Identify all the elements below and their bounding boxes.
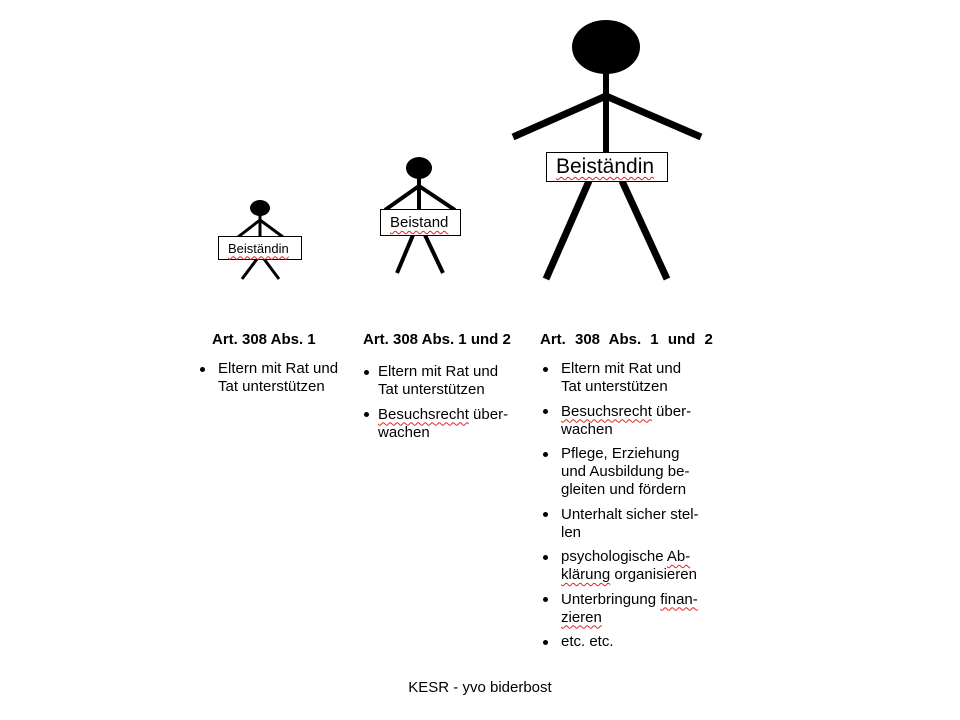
bullet-list — [364, 363, 508, 448]
item-text-line — [561, 609, 699, 627]
figure-head — [406, 157, 432, 179]
list-item — [543, 403, 699, 439]
item-text-line: wachen — [378, 423, 430, 441]
figure-arm-right — [606, 96, 701, 137]
list-item — [543, 445, 699, 499]
item-text-line: etc. etc. — [561, 633, 614, 650]
bullet-icon — [543, 409, 548, 414]
list-item — [543, 548, 699, 584]
item-text-line — [561, 548, 699, 566]
item-text-segment: Besuchsrecht — [378, 405, 469, 423]
item-text-segment: Besuchsrecht — [561, 402, 652, 420]
list-item — [364, 363, 508, 399]
footer-credit: KESR - yvo biderbost — [408, 679, 552, 696]
stick-figure-large — [513, 20, 701, 279]
sign-board-medium — [380, 209, 461, 236]
stick-figures-illustration — [0, 0, 960, 300]
item-text-line: Unterhalt sicher stel- — [561, 505, 699, 523]
figure-leg-left — [546, 181, 589, 279]
item-text-line — [378, 406, 508, 424]
list-item — [543, 360, 699, 396]
item-text-line: Pflege, Erziehung — [561, 445, 680, 462]
figure-leg-left — [242, 259, 257, 279]
item-text-segment: finan- — [660, 590, 698, 608]
list-item — [364, 406, 508, 442]
item-text-line: len — [561, 523, 582, 541]
list-item — [200, 360, 338, 396]
sign-board-large — [546, 152, 668, 182]
column-heading: Art. 308 Abs. 1 und 2 — [540, 331, 713, 348]
sign-label: Beistand — [390, 214, 449, 231]
bullet-icon — [364, 370, 369, 375]
bullet-icon — [543, 640, 548, 645]
item-text-line: Tat unterstützen — [218, 378, 325, 395]
figure-leg-left — [397, 235, 413, 273]
item-text-segment: psychologische — [561, 548, 667, 565]
bullet-icon — [543, 367, 548, 372]
figure-arm-right — [260, 220, 283, 237]
bullet-list — [543, 360, 699, 658]
item-text-segment: Unterbringung — [561, 590, 661, 608]
figure-leg-right — [622, 181, 667, 279]
sign-label: Beiständin — [228, 240, 289, 256]
figure-head — [250, 200, 270, 216]
list-item — [543, 591, 699, 627]
item-text-line: und Ausbildung be- — [561, 463, 690, 480]
item-text-line: gleiten und fördern — [561, 481, 687, 498]
column-heading: Art. 308 Abs. 1 und 2 — [363, 331, 511, 348]
sign-board-small — [218, 236, 302, 260]
figure-head — [572, 20, 640, 74]
figure-leg-right — [264, 259, 279, 279]
bullet-icon — [364, 412, 369, 417]
item-text-segment: zieren — [561, 608, 602, 626]
bullet-icon — [200, 367, 205, 372]
bullet-icon — [543, 555, 548, 560]
list-item — [543, 633, 699, 651]
figure-arm-right — [419, 186, 455, 210]
item-text-segment: klärung — [561, 566, 611, 583]
item-text-line — [561, 403, 699, 421]
item-text-line: Tat unterstützen — [561, 378, 668, 395]
bullet-icon — [543, 452, 548, 457]
item-text-line: wachen — [561, 420, 613, 438]
item-text-segment: organisieren — [610, 566, 697, 583]
figure-arm-left — [238, 220, 260, 237]
sign-label: Beiständin — [556, 155, 655, 178]
item-text-segment: über- — [468, 405, 509, 423]
list-item — [543, 506, 699, 542]
item-text-segment: Ab- — [666, 548, 691, 565]
bullet-list — [200, 360, 338, 403]
item-text-line: Eltern mit Rat und — [561, 360, 682, 377]
figure-arm-left — [385, 186, 419, 210]
bullet-icon — [543, 512, 548, 517]
column-heading: Art. 308 Abs. 1 — [212, 331, 316, 348]
bullet-icon — [543, 597, 548, 602]
figure-leg-right — [425, 235, 443, 273]
item-text-segment: über- — [651, 402, 692, 420]
item-text-line: Tat unterstützen — [378, 381, 485, 398]
item-text-line: Eltern mit Rat und — [218, 360, 339, 377]
item-text-line: Eltern mit Rat und — [378, 363, 499, 380]
item-text-line — [561, 591, 699, 609]
item-text-line — [561, 566, 699, 584]
figure-arm-left — [513, 96, 606, 137]
